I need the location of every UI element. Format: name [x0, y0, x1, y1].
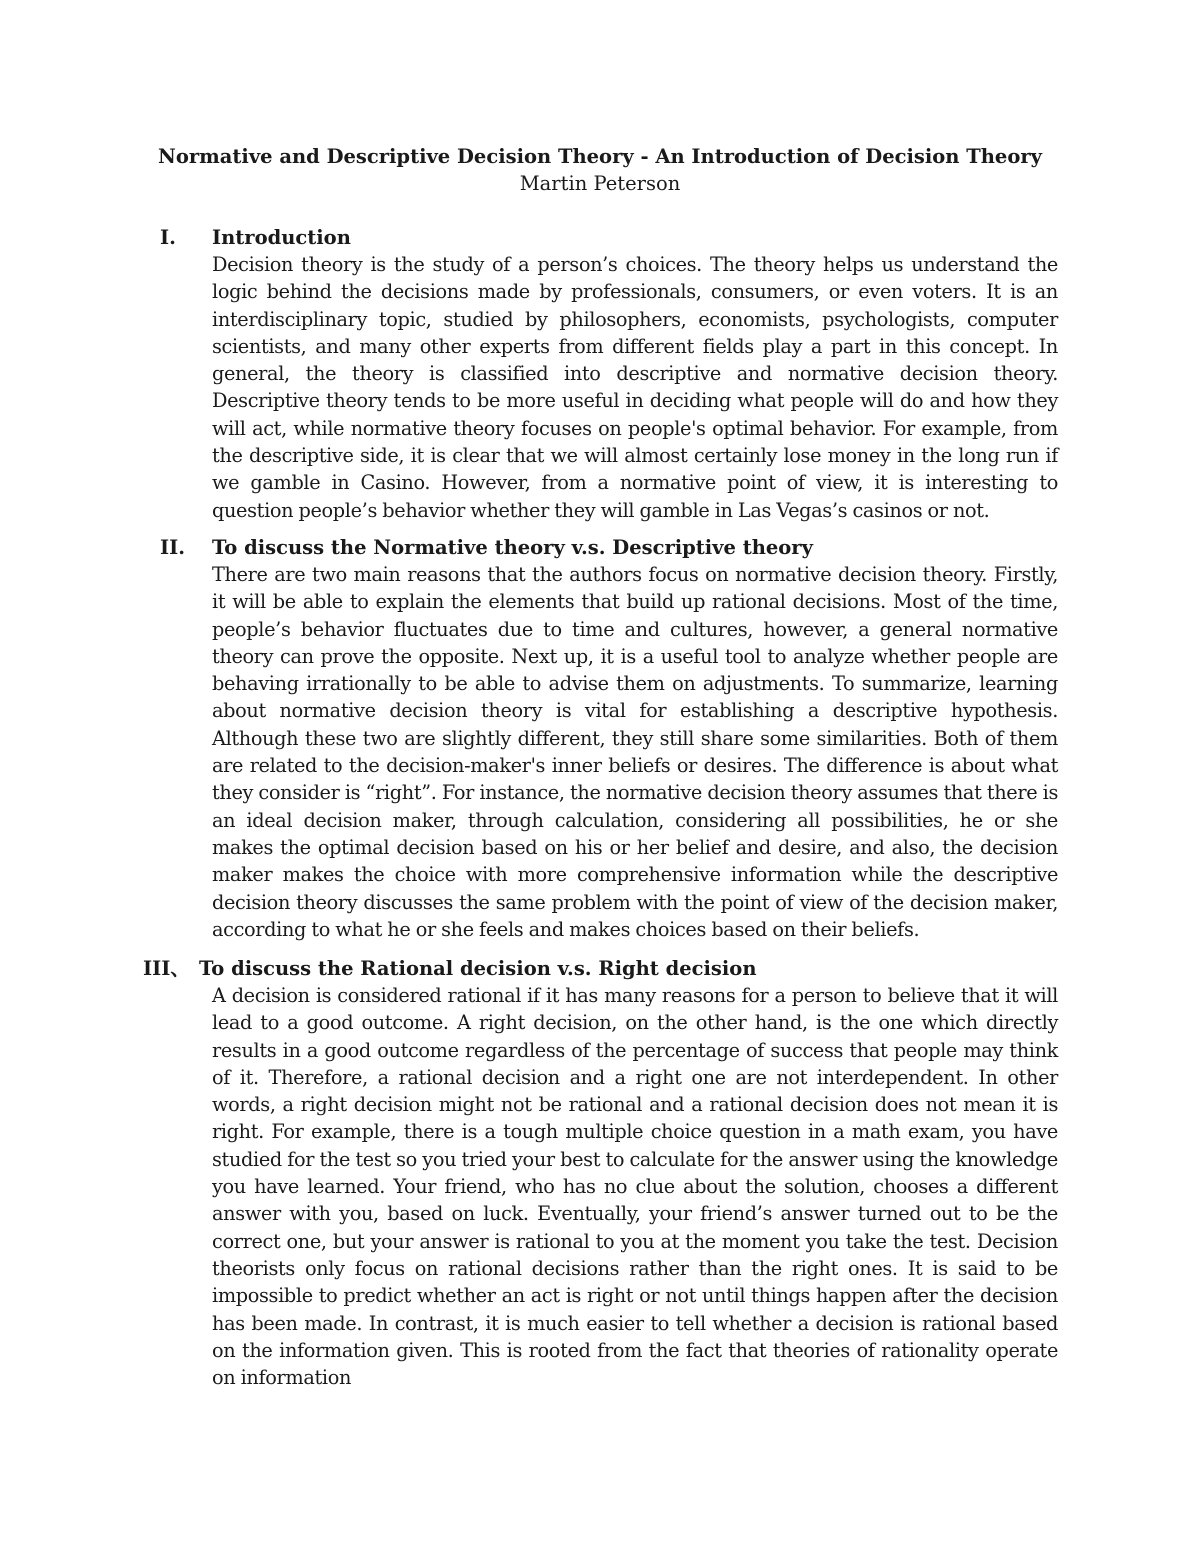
- document-author: Martin Peterson: [519, 172, 681, 195]
- section-body: Decision theory is the study of a person’s choices. The theory helps us understand the logic behind the decisions made by professionals, consumers, or even voters. It is an interdisciplinary topic, studied by philosophers, economists, psychologists, computer scientists, and many other experts from different fields play a part in this concept. In general, the theory is classified into descriptive and normative decision theory. Descriptive theory tends to be more useful in deciding what people will do and how they will act, while normative theory focuses on people's optimal behavior. For example, from the descriptive side, it is clear that we will almost certainly lose money in the long run if we gamble in Casino. However, from a normative point of view, it is interesting to question people’s behavior whether they will gamble in Las Vegas’s casinos or not.: [212, 253, 1058, 522]
- section-body: There are two main reasons that the authors focus on normative decision theory. Firstly, it will be able to explain the elements that build up rational decisions. Most of the time, people’s behavior fluctuates due to time and cultures, however, a general normative theory can prove the opposite. Next up, it is a useful tool to analyze whether people are behaving irrationally to be able to advise them on adjustments. To summarize, learning about normative decision theory is vital for establishing a descriptive hypothesis. Although these two are slightly different, they still share some similarities. Both of them are related to the decision-maker's inner beliefs or desires. The difference is about what they consider is “right”. For instance, the normative decision theory assumes that there is an ideal decision maker, through calculation, considering all possibilities, he or she makes the optimal decision based on his or her belief and desire, and also, the decision maker makes the choice with more comprehensive information while the descriptive decision theory discusses the same problem with the point of view of the decision maker, according to what he or she feels and makes choices based on their beliefs.: [212, 563, 1058, 941]
- section-numeral: III、: [143, 957, 190, 980]
- section-heading: Introduction: [212, 226, 351, 249]
- document-title: Normative and Descriptive Decision Theory - An Introduction of Decision Theory: [158, 145, 1042, 168]
- section-body: A decision is considered rational if it has many reasons for a person to believe that it will lead to a good outcome. A right decision, on the other hand, is the one which directly results in a good outcome regardless of the percentage of success that people may think of it. Therefore, a rational decision and a right one are not interdependent. In other words, a right decision might not be rational and a rational decision does not mean it is right. For example, there is a tough multiple choice question in a math exam, you have studied for the test so you tried your best to calculate for the answer using the knowledge you have learned. Your friend, who has no clue about the solution, chooses a different answer with you, based on luck. Eventually, your friend’s answer turned out to be the correct one, but your answer is rational to you at the moment you take the test. Decision theorists only focus on rational decisions rather than the right ones. It is said to be impossible to predict whether an act is right or not until things happen after the decision has been made. In contrast, it is much easier to tell whether a decision is rational based on the information given. This is rooted from the fact that theories of rationality operate on information: [212, 984, 1058, 1390]
- section-heading: To discuss the Rational decision v.s. Right decision: [199, 957, 757, 980]
- section-heading: To discuss the Normative theory v.s. Descriptive theory: [212, 536, 813, 559]
- section-numeral: II.: [160, 536, 186, 559]
- section-numeral: I.: [160, 226, 176, 249]
